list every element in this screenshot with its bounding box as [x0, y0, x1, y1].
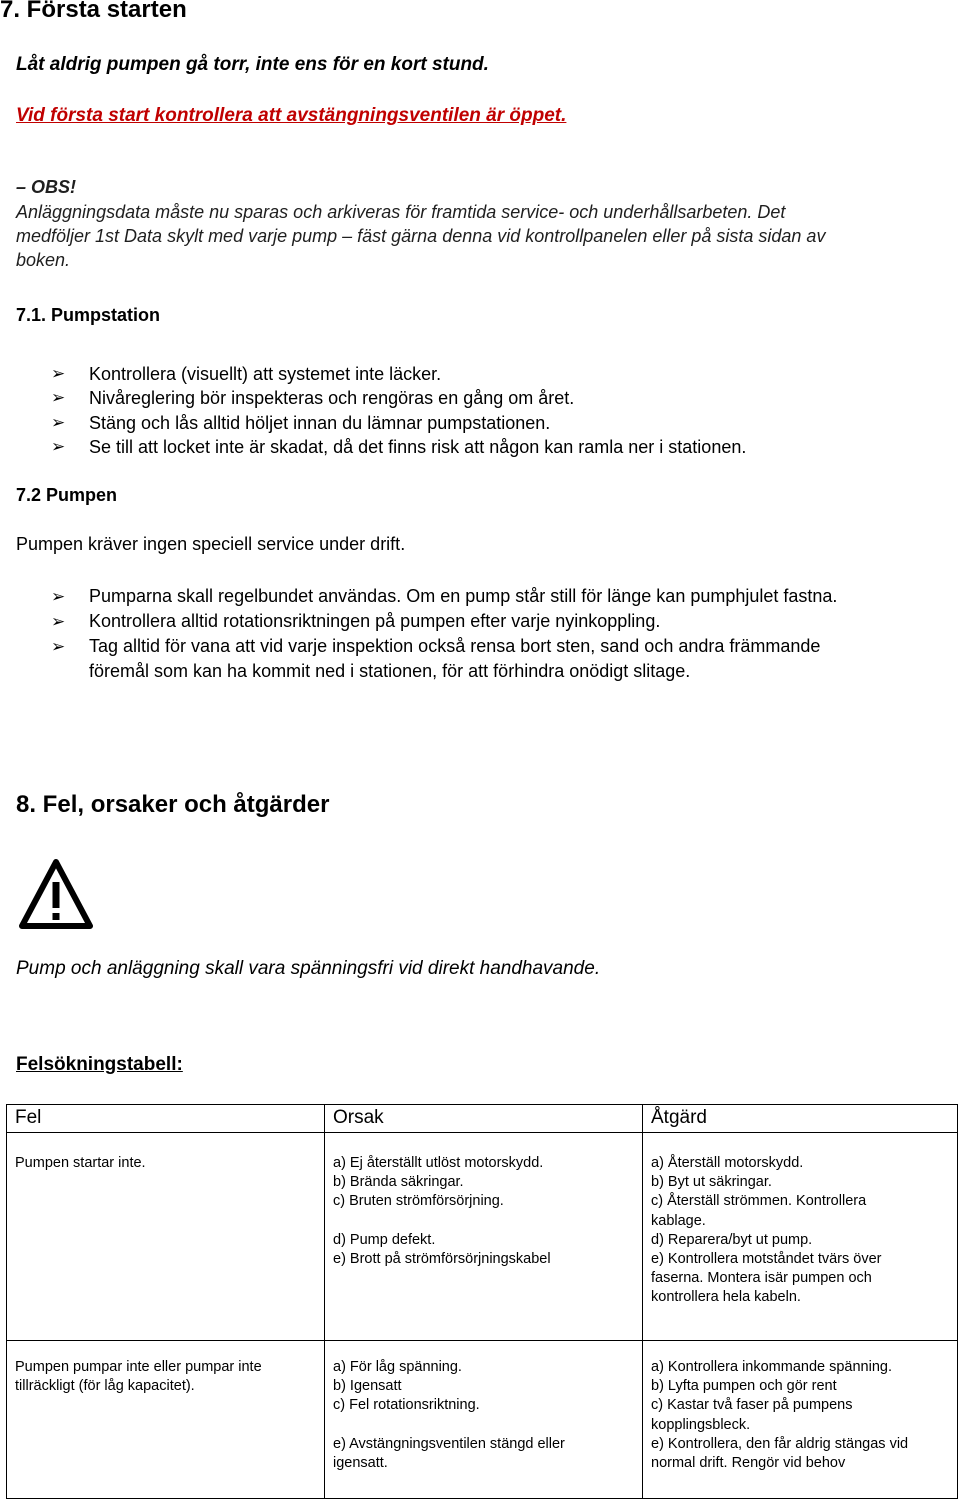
arrow-bullet-icon: ➢ — [51, 388, 66, 408]
arrow-bullet-icon: ➢ — [51, 587, 66, 606]
section-8-title: 8. Fel, orsaker och åtgärder — [16, 791, 330, 818]
list-item: ➢ Kontrollera (visuellt) att systemet inte läcker. — [16, 362, 746, 386]
obs-text — [16, 200, 825, 272]
obs-label: – OBS! — [16, 177, 77, 197]
header-atgard: Åtgärd — [643, 1105, 958, 1133]
table-row — [7, 1341, 958, 1499]
obs-line: medföljer 1st Data skylt med varje pump – fäst gärna denna vid kontrollpanelen eller på sista sidan av — [16, 226, 826, 246]
cell-atgard: a) Kontrollera inkommande spänning. b) Lyfta pumpen och gör rent c) Kastar två faser på pumpens kopplingsbleck. e) Kontrollera, den får aldrig stängas vid normal drift. Rengör vid behov — [643, 1341, 958, 1499]
obs-line: Anläggningsdata måste nu sparas och arkiveras för framtida service- och underhållsarbeten. Det — [16, 202, 786, 222]
arrow-bullet-icon: ➢ — [51, 612, 66, 631]
arrow-bullet-icon: ➢ — [51, 364, 66, 383]
arrow-bullet-icon: ➢ — [51, 412, 66, 432]
arrow-bullet-icon: ➢ — [51, 637, 66, 656]
cell-fel: Pumpen pumpar inte eller pumpar inte tillräckligt (för låg kapacitet). — [7, 1341, 325, 1499]
section-7-2-title: 7.2 Pumpen — [16, 485, 118, 505]
list-item: ➢ Nivåreglering bör inspekteras och rengöras en gång om året. — [16, 386, 746, 410]
safety-note: Pump och anläggning skall vara spänningsfri vid direkt handhavande. — [16, 958, 601, 979]
table-row — [7, 1133, 958, 1341]
table-title: Felsökningstabell: — [16, 1054, 183, 1075]
header-orsak: Orsak — [325, 1105, 643, 1133]
list-item: ➢ Se till att locket inte är skadat, då det finns risk att någon kan ramla ner i stationen. — [16, 435, 746, 459]
cell-atgard: a) Återställ motorskydd. b) Byt ut säkringar. c) Återställ strömmen. Kontrollera kablage. d) Reparera/byt ut pump. e) Kontrollera motståndet tvärs över faserna. Montera isär pumpen och kontrollera hela kabeln. — [643, 1133, 958, 1341]
header-fel: Fel — [7, 1105, 325, 1133]
list-item: ➢ Stäng och lås alltid höljet innan du lämnar pumpstationen. — [16, 411, 746, 435]
table-header-row — [7, 1105, 958, 1133]
obs-line: boken. — [16, 250, 71, 270]
dry-run-warning: Låt aldrig pumpen gå torr, inte ens för en kort stund. — [16, 54, 489, 75]
valve-notice: Vid första start kontrollera att avstängningsventilen är öppet. — [16, 105, 567, 126]
list-item-continuation: föremål som kan ha kommit ned i stationen, för att förhindra onödigt slitage. — [89, 661, 691, 681]
pumpstation-bullet-list — [16, 362, 746, 460]
list-item: ➢ Kontrollera alltid rotationsriktningen på pumpen efter varje nyinkoppling. — [16, 609, 837, 634]
pump-service-intro: Pumpen kräver ingen speciell service under drift. — [16, 534, 406, 554]
cell-orsak: a) För låg spänning. b) Igensatt c) Fel rotationsriktning. e) Avstängningsventilen stängd eller igensatt. — [325, 1341, 643, 1499]
arrow-bullet-icon: ➢ — [51, 437, 66, 457]
troubleshooting-table — [6, 1104, 958, 1499]
cell-orsak: a) Ej återställt utlöst motorskydd. b) Brända säkringar. c) Bruten strömförsörjning. d) Pump defekt. e) Brott på strömförsörjningskabel — [325, 1133, 643, 1341]
section-7-title: 7. Första starten — [0, 0, 187, 23]
section-7-1-title: 7.1. Pumpstation — [16, 305, 161, 325]
cell-fel: Pumpen startar inte. — [7, 1133, 325, 1341]
pump-bullet-list — [16, 584, 837, 684]
list-item: ➢ Pumparna skall regelbundet användas. Om en pump står still för länge kan pumphjulet fastna. — [16, 584, 837, 609]
list-item: ➢ Tag alltid för vana att vid varje inspektion också rensa bort sten, sand och andra främmande — [16, 634, 837, 659]
warning-triangle-icon — [18, 858, 94, 930]
